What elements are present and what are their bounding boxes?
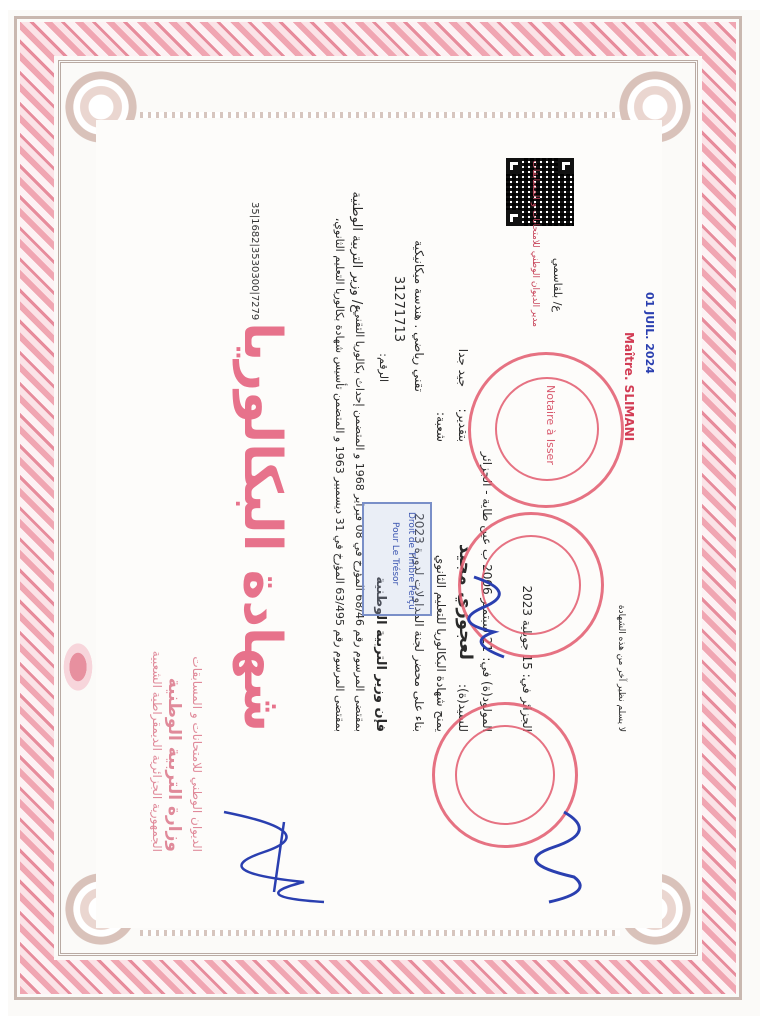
director-stamp-text: مدير الديوان الوطني للامتحانات و المسابقات [530,160,540,327]
recipient-label: للسيد(ة): [456,684,470,732]
number-label: الرقم: [377,353,390,382]
grade-label: بتقدير: [456,408,470,442]
ministry-line-3: الديوان الوطني للامتحانات و المسابقات [190,656,204,852]
birth-value: 21 سبتمبر 2006 ب عين طاية - الجزائر [480,451,494,652]
preamble-line-1: بمقتضى المرسوم رقم 63/495 المؤرخ في 31 ديسمبير 1963 و المتضمن تأسيس شهادة بكالوريا التعليم الثانوي، [333,217,346,732]
emblem-icon [58,640,98,700]
signatory: ع/ وزير التربية الوطنية [349,191,364,312]
place-date: الجزائر في: 15 جويلية 2023 [520,585,534,732]
ministry-line-1: الجمهورية الجزائرية الديمقراطية الشعبية [150,650,164,852]
tax-stamp-line-2: Pour Le Trésor [390,522,400,586]
ministry-line-2: وزارة التربية الوطنية [164,677,184,852]
tax-stamp [362,502,432,616]
notary-name: Maître. SLIMANI [622,332,636,442]
signature-director [524,807,604,907]
certificate-title: شهادة البكالوريا [232,322,292,732]
date-stamp: 01 JUIL. 2024 [643,292,656,374]
recipient-name: لعجوزي مجيد [455,543,476,660]
jury-line: بناء على محضر لجنة المداولات لدورة 2023 [412,513,426,732]
tax-stamp-line-1: Droit de Timbre Perçu [406,512,416,610]
branch-value: تقني رياضي . هندسة ميكانيكية [412,240,426,392]
signature-minister [204,802,344,912]
bottom-edge-ornament [140,930,620,936]
preamble-line-3: فإن وزير التربية الوطنية [373,576,388,732]
grade-value: جيد جدا [456,348,470,387]
preamble-line-2: بمقتضى المرسوم رقم 68/46 المؤرخ في 08 فبراير 1968 و المتضمن إحداث بكالوريا التقني، [353,305,366,732]
rotated-content [104,102,664,922]
branch-label: شعبة: [434,412,448,442]
serial-number: 35|1682|3530300|7279 [249,202,260,321]
signatory-right: ع/ بلقاسمي [551,257,564,312]
signature-center [454,572,524,662]
notary-stamp-text: Notaire à Isser [544,385,557,465]
birth-label: المولود(ة) في: [480,657,494,732]
notary-stamp [468,352,624,508]
footer-note: لا يسلم نظير آخر من هذه الشهادة [616,604,626,732]
number-value: 31271713 [391,275,406,342]
grant-line: يمنح شهادة البكالوريا للتعليم الثانوي [434,554,448,732]
